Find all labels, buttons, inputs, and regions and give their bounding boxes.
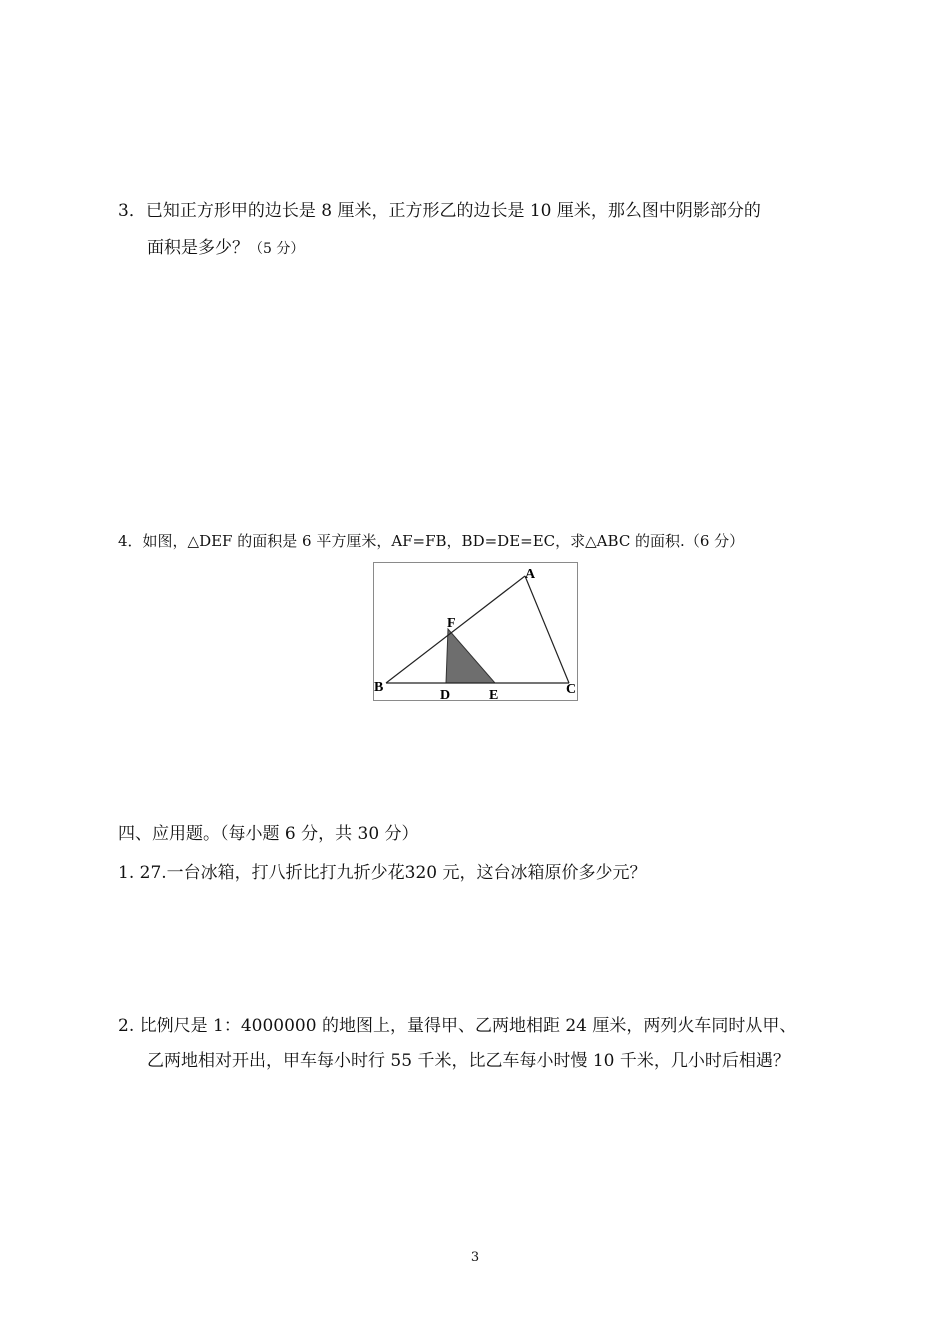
label-d: D bbox=[440, 688, 451, 700]
question-3-text: 已知正方形甲的边长是 8 厘米，正方形乙的边长是 10 厘米，那么图中阴影部分的 bbox=[145, 201, 761, 221]
page-number: 3 bbox=[470, 1250, 480, 1265]
label-c: C bbox=[566, 682, 577, 697]
label-e: E bbox=[489, 688, 499, 700]
application-question-2-line-1: 2. 比例尺是 1：4000000 的地图上，量得甲、乙两地相距 24 厘米，两列火车同时从甲、 bbox=[118, 1016, 797, 1036]
question-4-number: 4． bbox=[118, 532, 143, 550]
triangle-diagram bbox=[374, 563, 577, 700]
question-4-text: 如图，△DEF 的面积是 6 平方厘米，AF=FB，BD=DE=EC，求△ABC 的面积.（6 分） bbox=[142, 532, 745, 550]
shaded-triangle-def bbox=[446, 629, 495, 683]
question-4-line bbox=[118, 530, 744, 552]
question-3-line-2 bbox=[147, 237, 304, 260]
side-ac bbox=[525, 576, 569, 683]
label-b: B bbox=[374, 680, 384, 695]
application-question-1: 1. 27.一台冰箱，打八折比打九折少花320 元，这台冰箱原价多少元？ bbox=[118, 863, 647, 883]
section-4-heading: 四、应用题。（每小题 6 分，共 30 分） bbox=[118, 824, 419, 844]
question-3-number: 3． bbox=[118, 201, 146, 221]
triangle-figure bbox=[373, 562, 578, 701]
label-f: F bbox=[447, 616, 456, 631]
question-3-text-2: 面积是多少？ bbox=[147, 238, 249, 258]
label-a: A bbox=[525, 567, 536, 582]
application-question-2-line-2: 乙两地相对开出，甲车每小时行 55 千米，比乙车每小时慢 10 千米，几小时后相遇？ bbox=[147, 1051, 790, 1071]
question-3-line-1 bbox=[118, 200, 761, 222]
question-3-points: （5 分） bbox=[249, 241, 305, 257]
